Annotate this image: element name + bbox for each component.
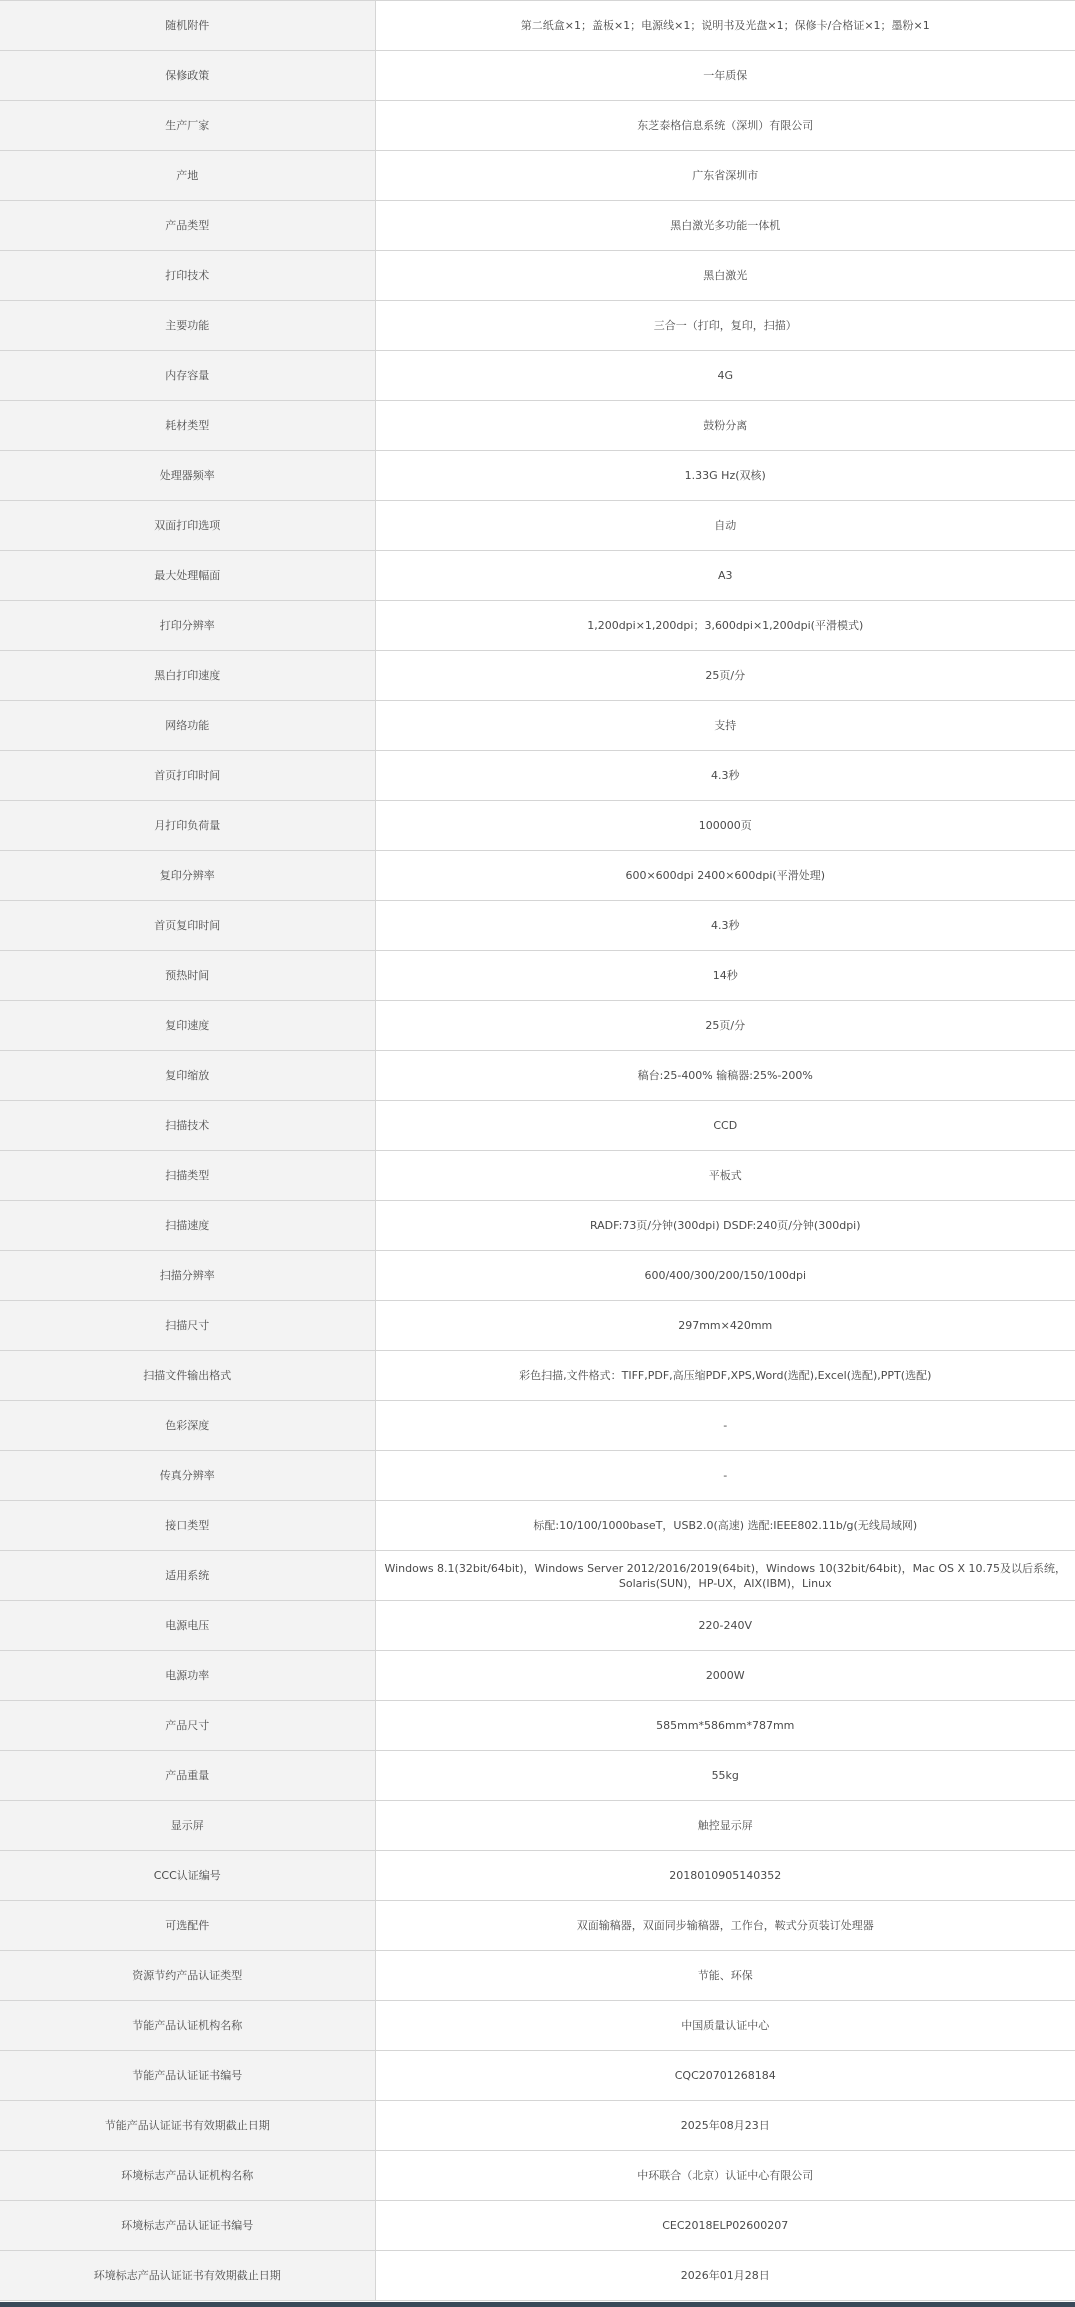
table-row: [0, 651, 1075, 701]
spec-label: 扫描速度: [0, 1201, 375, 1251]
spec-label: 产地: [0, 151, 375, 201]
spec-label: 主要功能: [0, 301, 375, 351]
spec-value: 2025年08月23日: [375, 2101, 1075, 2151]
spec-label: 环境标志产品认证证书编号: [0, 2201, 375, 2251]
spec-value: 稿台:25-400% 输稿器:25%-200%: [375, 1051, 1075, 1101]
spec-value: 2026年01月28日: [375, 2251, 1075, 2301]
table-row: [0, 1301, 1075, 1351]
spec-label: 打印分辨率: [0, 601, 375, 651]
table-row: [0, 1551, 1075, 1601]
spec-label: 扫描文件输出格式: [0, 1351, 375, 1401]
table-row: [0, 1051, 1075, 1101]
spec-value: 平板式: [375, 1151, 1075, 1201]
table-row: [0, 1001, 1075, 1051]
spec-value: 节能、环保: [375, 1951, 1075, 2001]
table-row: [0, 1101, 1075, 1151]
spec-value: 585mm*586mm*787mm: [375, 1701, 1075, 1751]
table-row: [0, 1251, 1075, 1301]
table-row: [0, 201, 1075, 251]
table-row: [0, 751, 1075, 801]
spec-label: 接口类型: [0, 1501, 375, 1551]
spec-label: 环境标志产品认证证书有效期截止日期: [0, 2251, 375, 2301]
spec-label: 复印分辨率: [0, 851, 375, 901]
spec-value: 25页/分: [375, 651, 1075, 701]
spec-value: 4G: [375, 351, 1075, 401]
spec-label: 生产厂家: [0, 101, 375, 151]
table-row: [0, 1951, 1075, 2001]
spec-value: 2000W: [375, 1651, 1075, 1701]
spec-label: 月打印负荷量: [0, 801, 375, 851]
page-bottom-bar: [0, 2302, 1075, 2307]
spec-value: 4.3秒: [375, 901, 1075, 951]
table-row: [0, 951, 1075, 1001]
spec-label: 保修政策: [0, 51, 375, 101]
spec-value: 25页/分: [375, 1001, 1075, 1051]
table-row: [0, 1651, 1075, 1701]
table-row: [0, 1801, 1075, 1851]
spec-value: 第二纸盒×1；盖板×1；电源线×1；说明书及光盘×1；保修卡/合格证×1；墨粉×1: [375, 1, 1075, 51]
spec-label: 扫描类型: [0, 1151, 375, 1201]
spec-value: 297mm×420mm: [375, 1301, 1075, 1351]
table-row: [0, 2101, 1075, 2151]
spec-label: 预热时间: [0, 951, 375, 1001]
table-row: [0, 251, 1075, 301]
table-row: [0, 151, 1075, 201]
spec-value: 支持: [375, 701, 1075, 751]
spec-label: 打印技术: [0, 251, 375, 301]
spec-label: 扫描尺寸: [0, 1301, 375, 1351]
spec-label: 环境标志产品认证机构名称: [0, 2151, 375, 2201]
spec-label: CCC认证编号: [0, 1851, 375, 1901]
spec-label: 复印缩放: [0, 1051, 375, 1101]
spec-label: 首页复印时间: [0, 901, 375, 951]
spec-label: 随机附件: [0, 1, 375, 51]
spec-value: 中国质量认证中心: [375, 2001, 1075, 2051]
table-row: [0, 2251, 1075, 2301]
spec-value: 一年质保: [375, 51, 1075, 101]
table-row: [0, 1601, 1075, 1651]
spec-value: 1.33G Hz(双核): [375, 451, 1075, 501]
spec-value: CCD: [375, 1101, 1075, 1151]
spec-label: 扫描分辨率: [0, 1251, 375, 1301]
table-row: [0, 801, 1075, 851]
spec-value: 14秒: [375, 951, 1075, 1001]
spec-value: 广东省深圳市: [375, 151, 1075, 201]
spec-label: 色彩深度: [0, 1401, 375, 1451]
spec-value: 600×600dpi 2400×600dpi(平滑处理): [375, 851, 1075, 901]
table-row: [0, 301, 1075, 351]
table-row: [0, 2051, 1075, 2101]
spec-value: 标配:10/100/1000baseT，USB2.0(高速) 选配:IEEE802.11b/g(无线局域网): [375, 1501, 1075, 1551]
table-row: [0, 1201, 1075, 1251]
spec-label: 传真分辨率: [0, 1451, 375, 1501]
spec-label: 资源节约产品认证类型: [0, 1951, 375, 2001]
spec-label: 产品重量: [0, 1751, 375, 1801]
spec-label: 最大处理幅面: [0, 551, 375, 601]
table-row: [0, 1851, 1075, 1901]
spec-label: 扫描技术: [0, 1101, 375, 1151]
spec-label: 双面打印选项: [0, 501, 375, 551]
spec-label: 产品类型: [0, 201, 375, 251]
spec-value: 鼓粉分离: [375, 401, 1075, 451]
table-row: [0, 2201, 1075, 2251]
table-row: [0, 2001, 1075, 2051]
table-row: [0, 401, 1075, 451]
table-row: [0, 1351, 1075, 1401]
spec-value: 220-240V: [375, 1601, 1075, 1651]
spec-value: A3: [375, 551, 1075, 601]
spec-value: -: [375, 1401, 1075, 1451]
table-row: [0, 551, 1075, 601]
spec-value: CEC2018ELP02600207: [375, 2201, 1075, 2251]
spec-value: Windows 8.1(32bit/64bit)，Windows Server 2012/2016/2019(64bit)，Windows 10(32bit/64bit)，Mac OS X 10.75及以后系统，Solaris(SUN)，HP-UX，AIX(IBM)，Linux: [375, 1551, 1075, 1601]
table-row: [0, 1, 1075, 51]
spec-value: 自动: [375, 501, 1075, 551]
table-row: [0, 851, 1075, 901]
spec-value: 彩色扫描,文件格式：TIFF,PDF,高压缩PDF,XPS,Word(选配),Excel(选配),PPT(选配): [375, 1351, 1075, 1401]
table-row: [0, 701, 1075, 751]
spec-value: 黑白激光: [375, 251, 1075, 301]
spec-value: 4.3秒: [375, 751, 1075, 801]
table-row: [0, 101, 1075, 151]
spec-label: 节能产品认证机构名称: [0, 2001, 375, 2051]
spec-label: 节能产品认证证书编号: [0, 2051, 375, 2101]
spec-label: 黑白打印速度: [0, 651, 375, 701]
table-row: [0, 601, 1075, 651]
spec-value: 600/400/300/200/150/100dpi: [375, 1251, 1075, 1301]
spec-value: 三合一（打印，复印，扫描）: [375, 301, 1075, 351]
spec-value: 55kg: [375, 1751, 1075, 1801]
spec-value: 2018010905140352: [375, 1851, 1075, 1901]
spec-value: 1,200dpi×1,200dpi；3,600dpi×1,200dpi(平滑模式): [375, 601, 1075, 651]
spec-label: 处理器频率: [0, 451, 375, 501]
table-row: [0, 501, 1075, 551]
spec-label: 耗材类型: [0, 401, 375, 451]
spec-label: 适用系统: [0, 1551, 375, 1601]
spec-value: RADF:73页/分钟(300dpi) DSDF:240页/分钟(300dpi): [375, 1201, 1075, 1251]
spec-value: 触控显示屏: [375, 1801, 1075, 1851]
spec-table-body: [0, 1, 1075, 2301]
table-row: [0, 1501, 1075, 1551]
spec-value: 双面输稿器，双面同步输稿器，工作台，鞍式分页装订处理器: [375, 1901, 1075, 1951]
table-row: [0, 1401, 1075, 1451]
spec-value: 黑白激光多功能一体机: [375, 201, 1075, 251]
table-row: [0, 1451, 1075, 1501]
spec-value: 100000页: [375, 801, 1075, 851]
table-row: [0, 1751, 1075, 1801]
spec-label: 电源功率: [0, 1651, 375, 1701]
spec-label: 显示屏: [0, 1801, 375, 1851]
table-row: [0, 1701, 1075, 1751]
table-row: [0, 451, 1075, 501]
table-row: [0, 351, 1075, 401]
spec-label: 产品尺寸: [0, 1701, 375, 1751]
table-row: [0, 1901, 1075, 1951]
spec-value: 中环联合（北京）认证中心有限公司: [375, 2151, 1075, 2201]
spec-label: 节能产品认证证书有效期截止日期: [0, 2101, 375, 2151]
spec-label: 首页打印时间: [0, 751, 375, 801]
spec-label: 可选配件: [0, 1901, 375, 1951]
table-row: [0, 2151, 1075, 2201]
spec-label: 复印速度: [0, 1001, 375, 1051]
spec-value: 东芝泰格信息系统（深圳）有限公司: [375, 101, 1075, 151]
spec-label: 网络功能: [0, 701, 375, 751]
spec-value: CQC20701268184: [375, 2051, 1075, 2101]
spec-label: 电源电压: [0, 1601, 375, 1651]
table-row: [0, 901, 1075, 951]
table-row: [0, 51, 1075, 101]
table-row: [0, 1151, 1075, 1201]
spec-value: -: [375, 1451, 1075, 1501]
spec-label: 内存容量: [0, 351, 375, 401]
